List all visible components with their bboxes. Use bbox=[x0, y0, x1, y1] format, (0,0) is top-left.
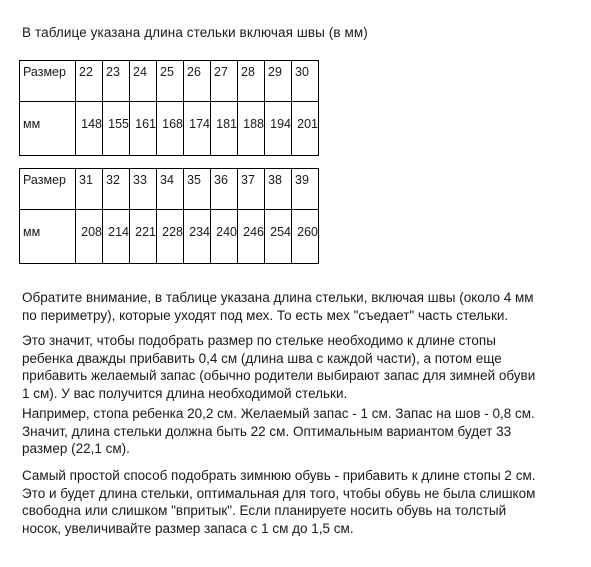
table-row-sizes bbox=[20, 169, 319, 210]
mm-cell: 201 bbox=[292, 102, 319, 156]
text-line: носок, увеличивайте размер запаса с 1 см до 1,5 см. bbox=[22, 520, 354, 536]
paragraph-example bbox=[22, 405, 535, 458]
mm-cell: 240 bbox=[211, 210, 238, 264]
size-table-2 bbox=[19, 168, 319, 264]
text-line: Например, стопа ребенка 20,2 см. Желаемый запас - 1 см. Запас на шов - 0,8 см. bbox=[22, 406, 535, 421]
table-row-sizes bbox=[20, 61, 319, 102]
text-line: свободна или слишком "впритык". Если планируете носить обувь на толстый bbox=[22, 503, 507, 518]
size-row-label: Размер bbox=[20, 61, 76, 102]
mm-cell: 228 bbox=[157, 210, 184, 264]
text-line: Это значит, чтобы подобрать размер по стельке необходимо к длине стопы bbox=[22, 333, 496, 348]
size-cell: 38 bbox=[265, 169, 292, 210]
mm-row-label: мм bbox=[20, 210, 76, 264]
text-line: 1 см). У вас получится длина необходимой стельки. bbox=[22, 385, 348, 401]
mm-cell: 168 bbox=[157, 102, 184, 156]
mm-cell: 208 bbox=[76, 210, 103, 264]
size-cell: 26 bbox=[184, 61, 211, 102]
size-cell: 29 bbox=[265, 61, 292, 102]
mm-cell: 260 bbox=[292, 210, 319, 264]
mm-cell: 161 bbox=[130, 102, 157, 156]
table-row-mm bbox=[20, 210, 319, 264]
size-cell: 39 bbox=[292, 169, 319, 210]
mm-cell: 174 bbox=[184, 102, 211, 156]
mm-cell: 221 bbox=[130, 210, 157, 264]
text-line: размер (22,1 см). bbox=[22, 441, 130, 456]
text-line: Это и будет длина стельки, оптимальная для того, чтобы обувь не была слишком bbox=[22, 485, 536, 501]
size-cell: 37 bbox=[238, 169, 265, 210]
text-line: по периметру), которые уходят под мех. То есть мех "съедает" часть стельки. bbox=[22, 307, 509, 323]
text-line: прибавить желаемый запас (обычно родители выбирают запас для зимней обуви bbox=[22, 368, 536, 383]
paragraph-simple-method bbox=[22, 467, 535, 537]
size-cell: 33 bbox=[130, 169, 157, 210]
size-table-1 bbox=[19, 60, 319, 156]
text-line: Значит, длина стельки должна быть 22 см. Оптимальным вариантом будет 33 bbox=[22, 423, 512, 439]
mm-cell: 246 bbox=[238, 210, 265, 264]
table-row-mm bbox=[20, 102, 319, 156]
mm-row-label: мм bbox=[20, 102, 76, 156]
size-cell: 35 bbox=[184, 169, 211, 210]
mm-cell: 214 bbox=[103, 210, 130, 264]
size-cell: 27 bbox=[211, 61, 238, 102]
size-cell: 22 bbox=[76, 61, 103, 102]
mm-cell: 181 bbox=[211, 102, 238, 156]
text-line: Самый простой способ подобрать зимнюю обувь - прибавить к длине стопы 2 см. bbox=[22, 468, 536, 483]
size-cell: 23 bbox=[103, 61, 130, 102]
size-cell: 28 bbox=[238, 61, 265, 102]
size-cell: 36 bbox=[211, 169, 238, 210]
paragraph-seams-note bbox=[22, 289, 534, 324]
mm-cell: 148 bbox=[76, 102, 103, 156]
mm-cell: 155 bbox=[103, 102, 130, 156]
size-row-label: Размер bbox=[20, 169, 76, 210]
size-cell: 24 bbox=[130, 61, 157, 102]
mm-cell: 194 bbox=[265, 102, 292, 156]
size-cell: 32 bbox=[103, 169, 130, 210]
size-cell: 34 bbox=[157, 169, 184, 210]
mm-cell: 188 bbox=[238, 102, 265, 156]
paragraph-how-to-choose bbox=[22, 332, 535, 402]
mm-cell: 234 bbox=[184, 210, 211, 264]
page-heading: В таблице указана длина стельки включая швы (в мм) bbox=[22, 25, 368, 40]
text-line: ребенка дважды прибавить 0,4 см (длина шва с каждой части), а потом еще bbox=[22, 350, 502, 366]
size-cell: 25 bbox=[157, 61, 184, 102]
size-cell: 30 bbox=[292, 61, 319, 102]
size-cell: 31 bbox=[76, 169, 103, 210]
mm-cell: 254 bbox=[265, 210, 292, 264]
text-line: Обратите внимание, в таблице указана длина стельки, включая швы (около 4 мм bbox=[22, 290, 534, 305]
